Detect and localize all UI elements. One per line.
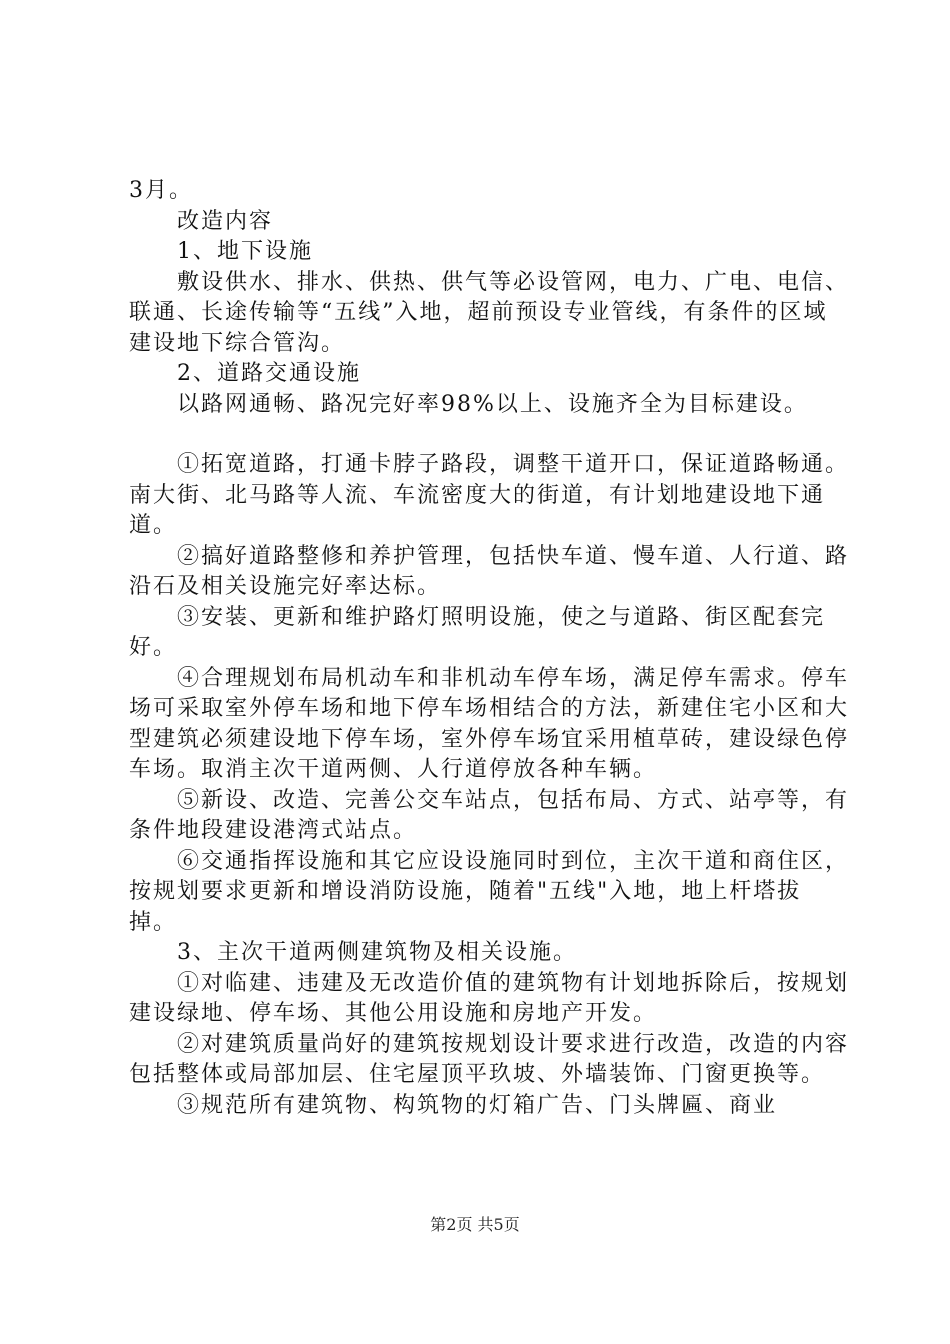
- document-body: [129, 176, 849, 1121]
- list-item-traffic-control: ⑥交通指挥设施和其它应设设施同时到位，主次干道和商住区，按规划要求更新和增设消防设施，随着"五线"入地，地上杆塔拔掉。: [129, 848, 850, 935]
- list-item-building-renovation: ②对建筑质量尚好的建筑按规划设计要求进行改造，改造的内容包括整体或局部加层、住宅屋顶平玖坡、外墙装饰、门窗更换等。: [129, 1031, 850, 1087]
- list-item-road-maintenance: ②搞好道路整修和养护管理，包括快车道、慢车道、人行道、路沿石及相关设施完好率达标。: [129, 543, 850, 599]
- list-item-bus-stops: ⑤新设、改造、完善公交车站点，包括布局、方式、站亭等，有条件地段建设港湾式站点。: [129, 787, 850, 843]
- paragraph-date-fragment: 3月。: [129, 178, 193, 203]
- heading-underground-facilities: 1、地下设施: [129, 239, 313, 264]
- heading-roadside-buildings: 3、主次干道两侧建筑物及相关设施。: [129, 940, 577, 965]
- paragraph-road-goal: 以路网通畅、路况完好率98%以上、设施齐全为目标建设。: [129, 391, 808, 417]
- list-item-signage: ③规范所有建筑物、构筑物的灯箱广告、门头牌匾、商业: [129, 1092, 778, 1118]
- paragraph-pipelines: 敷设供水、排水、供热、供气等必设管网，电力、广电、电信、联通、长途传输等“五线”入地，超前预设专业管线，有条件的区域建设地下综合管沟。: [129, 269, 850, 356]
- list-item-demolition: ①对临建、违建及无改造价值的建筑物有计划地拆除后，按规划建设绿地、停车场、其他公用设施和房地产开发。: [129, 970, 850, 1026]
- list-item-widen-roads: ①拓宽道路，打通卡脖子路段，调整干道开口，保证道路畅通。南大街、北马路等人流、车流密度大的街道，有计划地建设地下通道。: [129, 452, 850, 538]
- list-item-street-lighting: ③安装、更新和维护路灯照明设施，使之与道路、街区配套完好。: [129, 604, 826, 660]
- heading-renovation-content: 改造内容: [129, 208, 274, 234]
- page-number-footer: 第2页 共5页: [430, 1215, 520, 1234]
- heading-road-traffic: 2、道路交通设施: [129, 361, 361, 386]
- list-item-parking: ④合理规划布局机动车和非机动车停车场，满足停车需求。停车场可采取室外停车场和地下停车场相结合的方法，新建住宅小区和大型建筑必须建设地下停车场，室外停车场宜采用植草砖，建设绿色停车场。取消主次干道两侧、人行道停放各种车辆。: [129, 665, 850, 782]
